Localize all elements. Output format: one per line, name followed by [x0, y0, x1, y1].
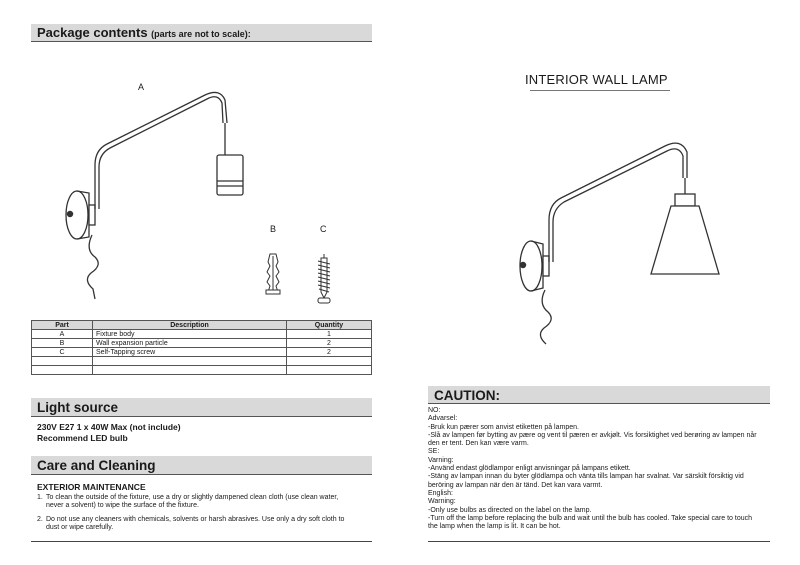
care-item-2-line-1: Do not use any cleaners with chemicals, solvents or harsh abrasives. Use only a dry soft cloth to	[46, 516, 345, 523]
caution-line: Warning:	[428, 498, 456, 506]
caution-title: CAUTION:	[434, 388, 500, 403]
description-cell: Fixture body	[93, 330, 287, 339]
fixture-body-illustration	[55, 85, 255, 300]
exterior-maintenance-subtitle: EXTERIOR MAINTENANCE	[37, 482, 146, 492]
light-source-title: Light source	[37, 400, 119, 415]
caution-line: -Stäng av lampan innan du byter glödlampa och vänta tills lampan har svalnat. Var särskilt försiktig vid	[428, 473, 744, 481]
care-cleaning-title: Care and Cleaning	[37, 458, 156, 473]
care-item-2	[37, 516, 373, 533]
quantity-cell: 2	[287, 348, 372, 357]
table-row	[32, 348, 372, 357]
care-item-1-line-1: To clean the outside of the fixture, use a dry or slightly dampened clean cloth (use clean water,	[46, 494, 339, 501]
part-cell: A	[32, 330, 93, 339]
part-label-b: B	[270, 224, 277, 234]
light-source-recommendation: Recommend LED bulb	[37, 433, 128, 443]
description-cell: Self-Tapping screw	[93, 348, 287, 357]
caution-line: NO:	[428, 407, 441, 414]
caution-line: Advarsel:	[428, 415, 458, 423]
package-contents-title: Package contents	[37, 25, 148, 40]
description-cell	[93, 357, 287, 366]
caution-line: den er tent. Den kan være varm.	[428, 440, 529, 448]
wall-expansion-plug-illustration	[262, 252, 284, 296]
light-source-spec: 230V E27 1 x 40W Max (not include)	[37, 422, 181, 432]
caution-line: the lamp when the lamp is lit. It can be hot.	[428, 523, 561, 531]
parts-table-header-part: Part	[32, 321, 93, 330]
caution-line: SE:	[428, 448, 440, 456]
care-item-1-line-2: never a solvent) to wipe the surface of the fixture.	[46, 502, 199, 510]
caution-line: -Slå av lampen før bytting av pære og vent til pæren er avkjølt. Vis forsiktighet ved berøring av lampen når	[428, 431, 757, 439]
quantity-cell	[287, 357, 372, 366]
care-item-2-number: 2.	[37, 516, 43, 523]
caution-line: beröring av lampan när den är tänd. Det kan vara varmt.	[428, 481, 603, 489]
table-row	[32, 366, 372, 375]
caution-line: -Turn off the lamp before replacing the bulb and wait until the bulb has cooled. Take special care to touch	[428, 514, 753, 522]
caution-text	[428, 407, 773, 531]
caution-line: Varning:	[428, 456, 454, 464]
caution-header	[428, 386, 770, 404]
right-bottom-rule	[428, 541, 770, 542]
quantity-cell: 1	[287, 330, 372, 339]
description-cell	[93, 366, 287, 375]
left-bottom-rule	[31, 541, 372, 542]
self-tapping-screw-illustration	[314, 252, 334, 306]
caution-line: -Only use bulbs as directed on the label on the lamp.	[428, 506, 592, 514]
caution-line: -Använd endast glödlampor enligt anvisningar på lampans etikett.	[428, 465, 631, 473]
care-item-1	[37, 494, 373, 511]
quantity-cell	[287, 366, 372, 375]
part-cell	[32, 357, 93, 366]
care-cleaning-header	[31, 456, 372, 475]
quantity-cell: 2	[287, 339, 372, 348]
product-title-underline	[530, 90, 670, 91]
package-contents-header	[31, 24, 372, 42]
parts-table-header-row	[32, 321, 372, 330]
parts-table	[31, 320, 372, 375]
table-row	[32, 339, 372, 348]
caution-line: English:	[428, 489, 453, 497]
description-cell: Wall expansion particle	[93, 339, 287, 348]
wall-lamp-illustration	[505, 138, 730, 348]
product-title: INTERIOR WALL LAMP	[525, 72, 668, 87]
parts-table-header-quantity: Quantity	[287, 321, 372, 330]
part-cell: B	[32, 339, 93, 348]
part-cell: C	[32, 348, 93, 357]
part-label-c: C	[320, 224, 327, 234]
table-row	[32, 357, 372, 366]
light-source-header	[31, 398, 372, 417]
part-cell	[32, 366, 93, 375]
care-item-2-line-2: dust or wipe carefully.	[46, 524, 114, 532]
package-contents-note: (parts are not to scale):	[151, 29, 251, 39]
table-row	[32, 330, 372, 339]
care-item-1-number: 1.	[37, 494, 43, 501]
part-label-a: A	[138, 82, 145, 92]
caution-line: -Bruk kun pærer som anvist etiketten på lampen.	[428, 423, 579, 431]
parts-table-header-description: Description	[93, 321, 287, 330]
